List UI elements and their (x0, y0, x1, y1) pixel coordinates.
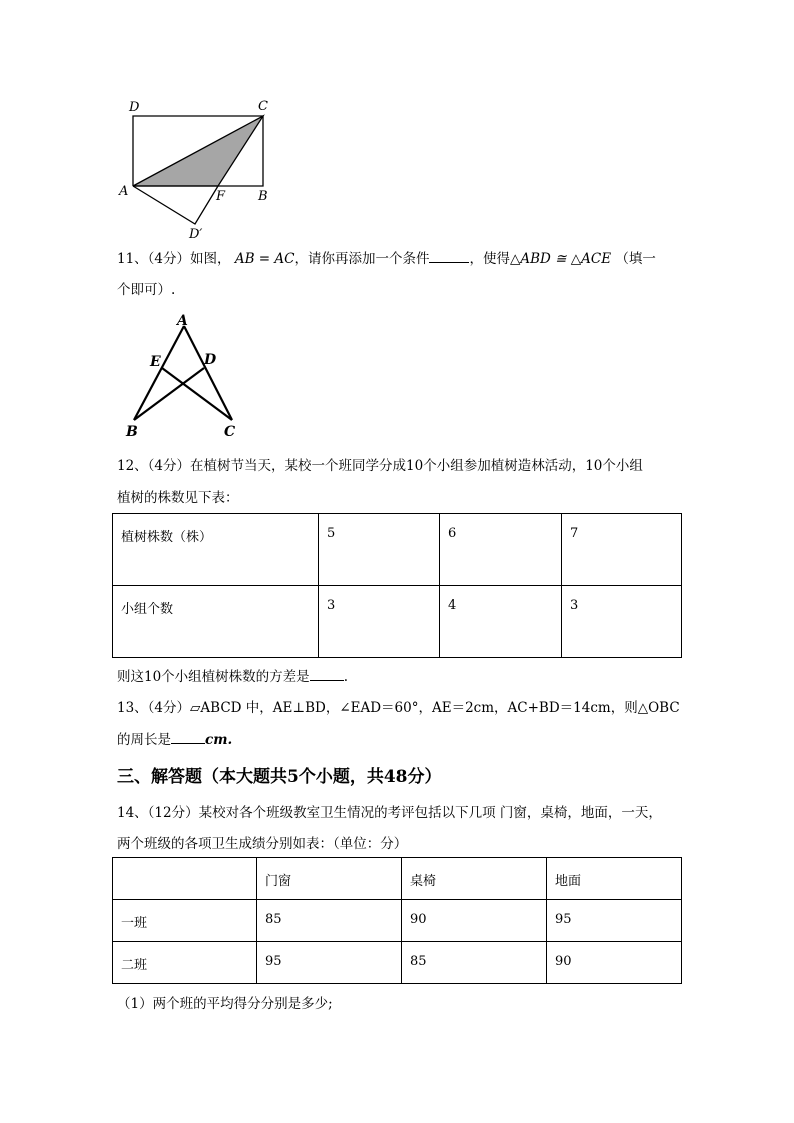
table-cell: 5 (319, 514, 440, 586)
label-b: B (258, 189, 268, 204)
q11-text-c: ，使得 (469, 251, 510, 267)
q11-number: 11、（4分） (117, 251, 191, 267)
question-13-line1 (117, 698, 680, 718)
q13-text-2: 的周长是 (117, 732, 171, 748)
table-cell: 6 (440, 514, 562, 586)
label-d: D (204, 352, 217, 368)
question-12-line2: 植树的株数见下表： (117, 490, 239, 506)
q12-table (112, 513, 682, 658)
q11-answer-blank[interactable] (429, 248, 469, 263)
question-11-line2: 个即可）. (117, 282, 176, 298)
label-b: B (126, 424, 138, 440)
label-e: E (150, 354, 161, 370)
label-dprime: D′ (189, 227, 203, 241)
label-a: A (177, 313, 188, 329)
table-cell: 小组个数 (113, 586, 319, 658)
question-14-line1 (117, 803, 662, 823)
question-13-line2 (117, 729, 232, 750)
question-12-line1 (117, 456, 643, 476)
table-cell: 3 (319, 586, 440, 658)
q11-text-a: 如图， (190, 251, 231, 267)
label-f: F (216, 189, 226, 204)
question-12-after (117, 666, 348, 687)
label-c: C (224, 424, 236, 440)
table-cell: 3 (562, 586, 682, 658)
table-row (113, 900, 682, 942)
q12-after-end: . (343, 669, 348, 685)
label-c: C (258, 99, 268, 114)
table-row (113, 942, 682, 984)
table-cell: 4 (440, 586, 562, 658)
table-cell: 85 (402, 942, 547, 984)
q13-answer-blank[interactable] (171, 729, 205, 744)
table-cell: 二班 (113, 942, 257, 984)
q11-expr2: △ABD ≅ △ACE (509, 251, 612, 267)
q13-number: 13、（4分） (117, 700, 191, 716)
label-d: D (129, 100, 140, 115)
table-cell: 桌椅 (402, 858, 547, 900)
q14-text: 某校对各个班级教室卫生情况的考评包括以下几项 门窗，桌椅，地面，一天， (198, 805, 662, 821)
question-11-line1 (117, 248, 656, 269)
question-14-line2: 两个班级的各项卫生成绩分别如表：（单位：分） (117, 836, 408, 852)
q11-text-b: ，请你再添加一个条件 (294, 251, 430, 267)
q12-after-text: 则这10个小组植树株数的方差是 (117, 669, 310, 685)
table-cell: 90 (402, 900, 547, 942)
table-cell: 90 (547, 942, 682, 984)
table-cell: 门窗 (257, 858, 402, 900)
table-cell: 植树株数（株） (113, 514, 319, 586)
table-cell: 一班 (113, 900, 257, 942)
question-14-sub1: （1）两个班的平均得分分别是多少; (117, 996, 333, 1012)
shaded-triangle (133, 116, 263, 186)
table-row (113, 586, 682, 658)
section-heading: 三、解答题（本大题共5个小题，共48分） (117, 767, 442, 787)
q12-number: 12、（4分） (117, 458, 191, 474)
table-cell: 95 (547, 900, 682, 942)
figure-crossing-triangles (120, 312, 245, 442)
table-cell: 地面 (547, 858, 682, 900)
table-cell (113, 858, 257, 900)
table-cell: 95 (257, 942, 402, 984)
q11-text-d: （填一 (615, 251, 656, 267)
q14-number: 14、（12分） (117, 805, 199, 821)
q12-answer-blank[interactable] (310, 666, 344, 681)
label-a: A (119, 184, 129, 199)
q14-table (112, 857, 682, 984)
q12-text: 在植树节当天，某校一个班同学分成10个小组参加植树造林活动，10个小组 (190, 458, 643, 474)
table-cell: 85 (257, 900, 402, 942)
table-row (113, 514, 682, 586)
table-row (113, 858, 682, 900)
table-cell: 7 (562, 514, 682, 586)
fold-lines (133, 186, 218, 224)
q13-text: ▱ABCD 中，AE⊥BD，∠EAD＝60°，AE＝2cm，AC+BD＝14cm，则△OBC (190, 700, 680, 716)
figure-rectangle-fold (115, 96, 285, 241)
q11-expr1: AB = AC (234, 251, 295, 267)
triangle-lines (134, 326, 232, 420)
q13-unit: cm. (205, 732, 233, 748)
